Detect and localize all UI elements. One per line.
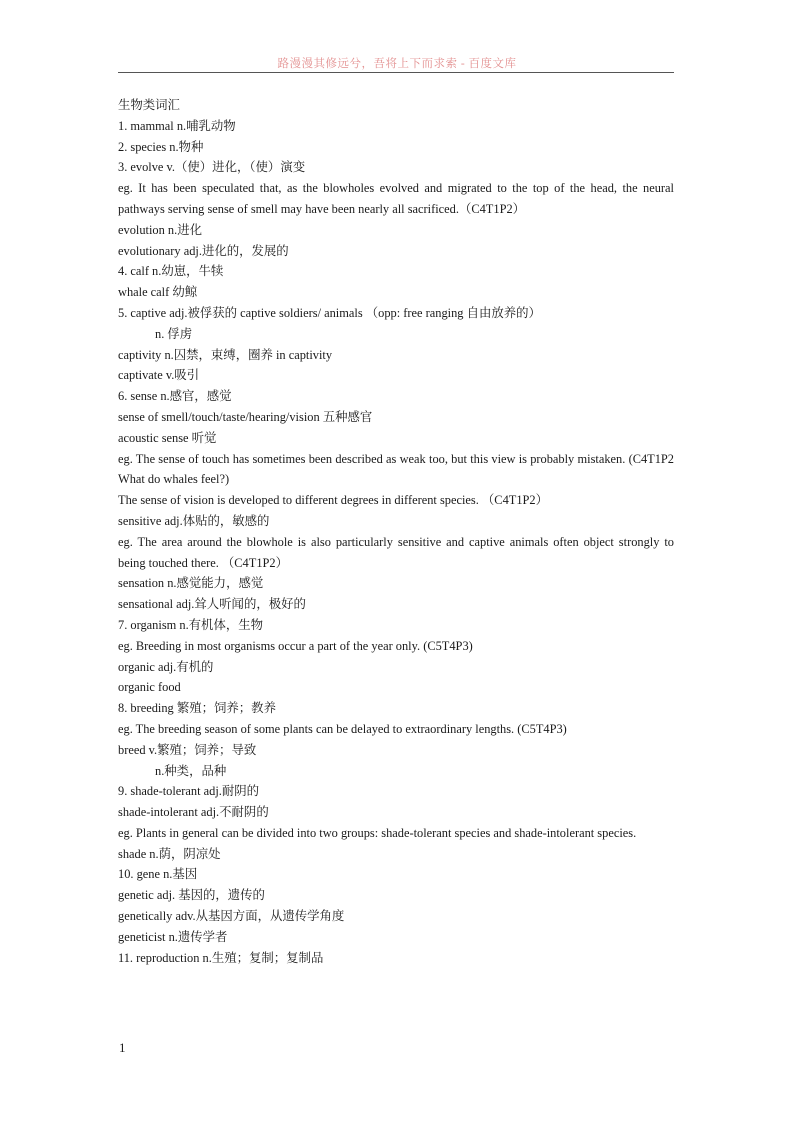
text-line: 6. sense n.感官，感觉 — [118, 389, 232, 404]
text-line: 9. shade-tolerant adj.耐阴的 — [118, 784, 260, 799]
text-line: eg. It has been speculated that, as the blowholes evolved and migrated to the top of the head, the neural pathways serving sense of smell may have been nearly all sacrificed.（C4T1P2） — [118, 181, 674, 216]
vocabulary-body — [118, 95, 674, 968]
text-line: 1. mammal n.哺乳动物 — [118, 118, 236, 133]
page-number: 1 — [119, 1040, 126, 1055]
text-line: captivate v.吸引 — [118, 368, 200, 383]
text-line: eg. The area around the blowhole is also particularly sensitive and captive animals often object strongly to being touched there. （C4T1P2） — [118, 534, 674, 570]
text-line: geneticist n.遗传学者 — [118, 929, 228, 944]
text-line: n.种类，品种 — [155, 763, 227, 778]
text-line: eg. The breeding season of some plants can be delayed to extraordinary lengths. (C5T4P3) — [118, 721, 567, 736]
text-line: evolutionary adj.进化的，发展的 — [118, 243, 289, 258]
text-line: whale calf 幼鲸 — [118, 285, 198, 300]
text-line: captivity n.囚禁，束缚，圈养 in captivity — [118, 347, 333, 362]
text-line: 10. gene n.基因 — [118, 867, 198, 882]
text-line: organic food — [118, 680, 181, 695]
text-line: shade n.荫，阴凉处 — [118, 846, 221, 861]
text-line: n. 俘虏 — [155, 326, 193, 341]
text-line: 2. species n.物种 — [118, 139, 204, 154]
text-line: organic adj.有机的 — [118, 659, 214, 674]
text-line: 3. evolve v.（使）进化，（使）演变 — [118, 160, 306, 175]
text-line: shade-intolerant adj.不耐阴的 — [118, 805, 269, 820]
text-line: eg. Breeding in most organisms occur a part of the year only. (C5T4P3) — [118, 638, 473, 653]
page-header-watermark: 路漫漫其修远兮，吾将上下而求索 - 百度文库 — [277, 58, 517, 70]
text-line: 4. calf n.幼崽，牛犊 — [118, 264, 224, 279]
text-line: breed v.繁殖；饲养；导致 — [118, 742, 257, 757]
text-line: genetically adv.从基因方面，从遗传学角度 — [118, 909, 345, 924]
text-line: 7. organism n.有机体，生物 — [118, 617, 264, 632]
text-line: 5. captive adj.被俘获的 captive soldiers/ animals （opp: free ranging 自由放养的） — [118, 305, 541, 320]
header-divider — [118, 72, 674, 73]
text-line: sense of smell/touch/taste/hearing/vision 五种感官 — [118, 409, 373, 424]
text-line: eg. The sense of touch has sometimes been described as weak too, but this view is probably mistaken. (C4T1P2 What do whales feel?) — [118, 451, 674, 487]
text-line: sensation n.感觉能力，感觉 — [118, 576, 264, 591]
text-line: sensational adj.耸人听闻的，极好的 — [118, 597, 306, 612]
text-line: evolution n.进化 — [118, 222, 202, 237]
text-line: 生物类词汇 — [118, 98, 180, 112]
text-line: acoustic sense 听觉 — [118, 430, 217, 445]
text-line: 11. reproduction n.生殖；复制；复制品 — [118, 950, 324, 965]
text-line: 8. breeding 繁殖；饲养；教养 — [118, 701, 276, 716]
text-line: The sense of vision is developed to different degrees in different species. （C4T1P2） — [118, 493, 549, 508]
text-line: eg. Plants in general can be divided into two groups: shade-tolerant species and shade-intolerant species. — [118, 825, 637, 840]
text-line: genetic adj. 基因的，遗传的 — [118, 888, 265, 903]
text-line: sensitive adj.体贴的，敏感的 — [118, 513, 270, 528]
